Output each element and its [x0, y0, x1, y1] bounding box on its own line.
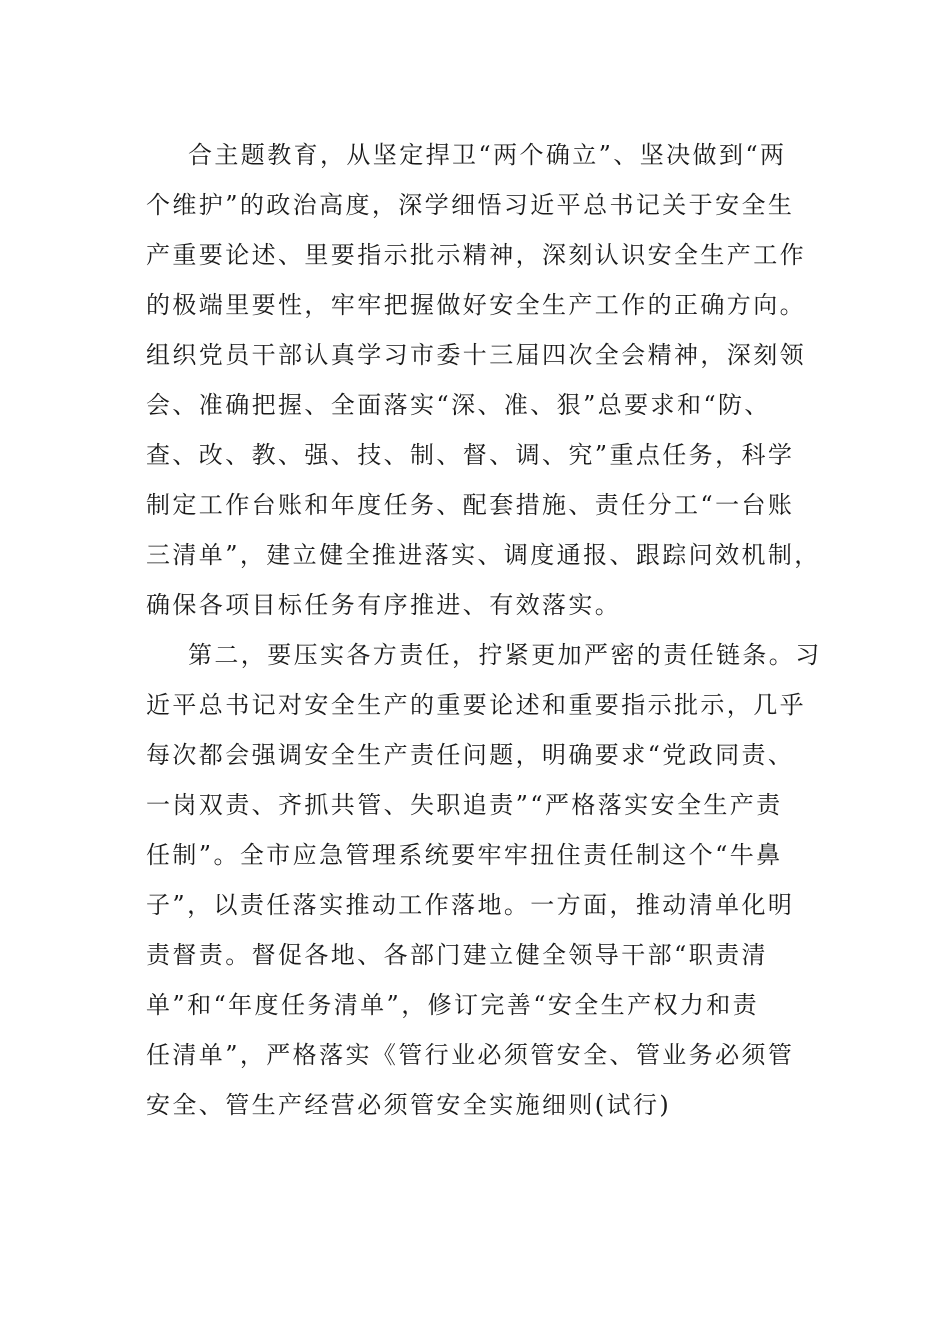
text-line: 每次都会强调安全生产责任问题，明确要求“党政同责、: [146, 741, 795, 769]
paragraph-1: [146, 130, 826, 630]
text-line: 会、准确把握、全面落实“深、准、狠”总要求和“防、: [146, 391, 771, 419]
text-line: 组织党员干部认真学习市委十三届四次全会精神，深刻领: [146, 341, 806, 369]
text-line: 任制”。全市应急管理系统要牢牢扭住责任制这个“牛鼻: [146, 841, 783, 869]
text-line: 三清单”，建立健全推进落实、调度通报、跟踪问效机制，: [146, 541, 821, 569]
text-line: 责督责。督促各地、各部门建立健全领导干部“职责清: [146, 941, 768, 969]
text-line: 查、改、教、强、技、制、督、调、究”重点任务，科学: [146, 441, 795, 469]
text-line: 任清单”，严格落实《管行业必须管安全、管业务必须管: [146, 1041, 795, 1069]
text-line: 的极端里要性，牢牢把握做好安全生产工作的正确方向。: [146, 291, 806, 319]
text-line: 单”和“年度任务清单”，修订完善“安全生产权力和责: [146, 991, 760, 1019]
text-line: 子”，以责任落实推动工作落地。一方面，推动清单化明: [146, 891, 795, 919]
text-line: 合主题教育，从坚定捍卫“两个确立”、坚决做到“两: [188, 141, 787, 169]
text-line: 一岗双责、齐抓共管、失职追责”“严格落实安全生产责: [146, 791, 783, 819]
paragraph-2: [146, 630, 826, 1130]
document-page: [146, 130, 826, 1130]
text-line: 产重要论述、里要指示批示精神，深刻认识安全生产工作: [146, 241, 806, 269]
text-line: 第二，要压实各方责任，拧紧更加严密的责任链条。习: [188, 641, 822, 669]
text-line: 确保各项目标任务有序推进、有效落实。: [146, 591, 622, 619]
text-line: 近平总书记对安全生产的重要论述和重要指示批示，几乎: [146, 691, 806, 719]
text-line: 安全、管生产经营必须管安全实施细则(试行): [146, 1091, 672, 1119]
text-line: 个维护”的政治高度，深学细悟习近平总书记关于安全生: [146, 191, 795, 219]
text-line: 制定工作台账和年度任务、配套措施、责任分工“一台账: [146, 491, 795, 519]
